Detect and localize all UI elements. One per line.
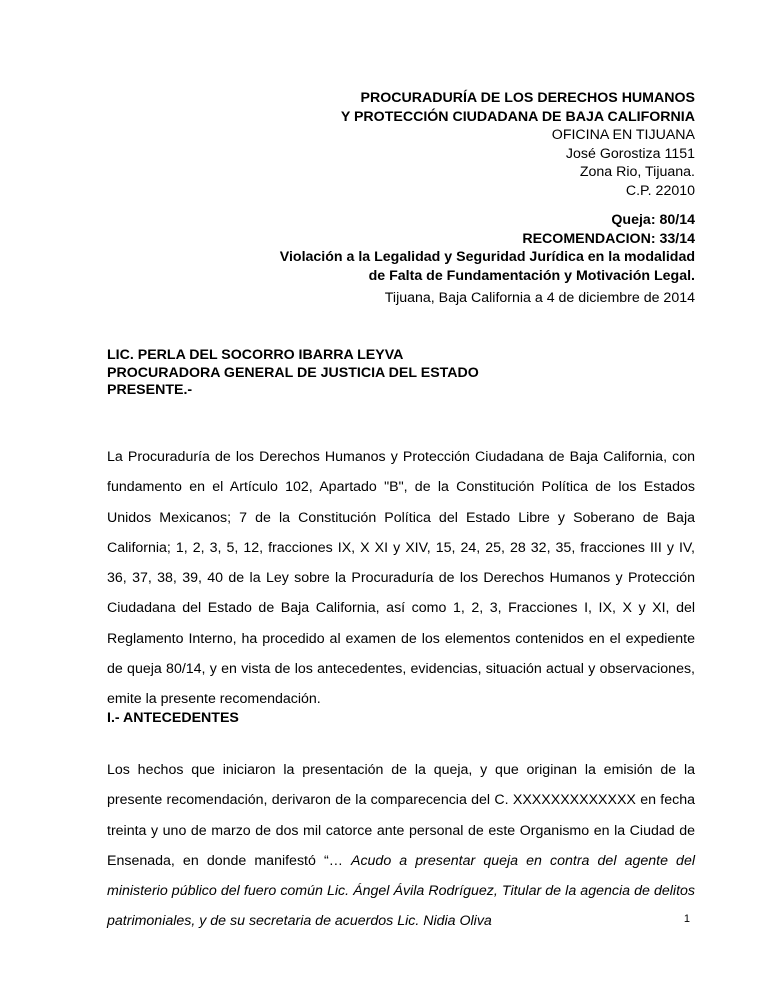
- body-paragraph-2: [107, 755, 695, 937]
- date-line: Tijuana, Baja California a 4 de diciembre de 2014: [384, 290, 695, 306]
- queja-number: Queja: 80/14: [611, 212, 695, 228]
- section-heading-antecedentes: I.- ANTECEDENTES: [107, 710, 239, 726]
- letterhead: [341, 89, 695, 201]
- recomendacion-number: RECOMENDACION: 33/14: [522, 230, 695, 247]
- case-reference: [280, 211, 695, 285]
- city-address: Zona Rio, Tijuana.: [579, 164, 695, 181]
- paragraph-2-text: Los hechos que iniciaron la presentación de la queja, y que originan la emisión de la presente recomendación, derivaron de la comparecencia del C. XXXXXXXXXXXXX en fecha treinta y uno de marzo de dos mil catorce ante personal de este Organismo en la Ciudad de Ensenada, en donde manifestó “…: [107, 762, 695, 869]
- addressee-block: [107, 347, 479, 400]
- page-number: 1: [683, 913, 690, 925]
- subject-line2: de Falta de Fundamentación y Motivación Legal.: [368, 267, 695, 284]
- postal-code: C.P. 22010: [625, 182, 695, 199]
- addressee-name: LIC. PERLA DEL SOCORRO IBARRA LEYVA: [107, 347, 404, 363]
- street-address: José Gorostiza 1151: [565, 145, 695, 162]
- paragraph-2-quote: Acudo a presentar queja en contra del agente del ministerio público del fuero común Lic. Ángel Ávila Rodríguez, Titular de la agencia de delitos patrimoniales, y de su secretaria de acuerdos Lic. Nidia Oliva: [107, 852, 695, 930]
- addressee-title: PROCURADORA GENERAL DE JUSTICIA DEL ESTADO: [107, 364, 479, 381]
- institution-name-line1: PROCURADURÍA DE LOS DERECHOS HUMANOS: [360, 90, 695, 106]
- institution-name-line2: Y PROTECCIÓN CIUDADANA DE BAJA CALIFORNIA: [340, 108, 695, 125]
- office-name: OFICINA EN TIJUANA: [551, 127, 695, 144]
- body-paragraph-1: La Procuraduría de los Derechos Humanos y Protección Ciudadana de Baja California, con fundamento en el Artículo 102, Apartado "B", de la Constitución Política de los Estados Unidos Mexicanos; 7 de la Constitución Política del Estado Libre y Soberano de Baja California; 1, 2, 3, 5, 12, fracciones IX, X XI y XIV, 15, 24, 25, 28 32, 35, fracciones III y IV, 36, 37, 38, 39, 40 de la Ley sobre la Procuraduría de los Derechos Humanos y Protección Ciudadana del Estado de Baja California, así como 1, 2, 3, Fracciones I, IX, X y XI, del Reglamento Interno, ha procedido al examen de los elementos contenidos en el expediente de queja 80/14, y en vista de los antecedentes, evidencias, situación actual y observaciones, emite la presente recomendación.: [107, 449, 695, 708]
- subject-line1: Violación a la Legalidad y Seguridad Jurídica en la modalidad: [279, 249, 695, 266]
- addressee-greeting: PRESENTE.-: [107, 382, 193, 399]
